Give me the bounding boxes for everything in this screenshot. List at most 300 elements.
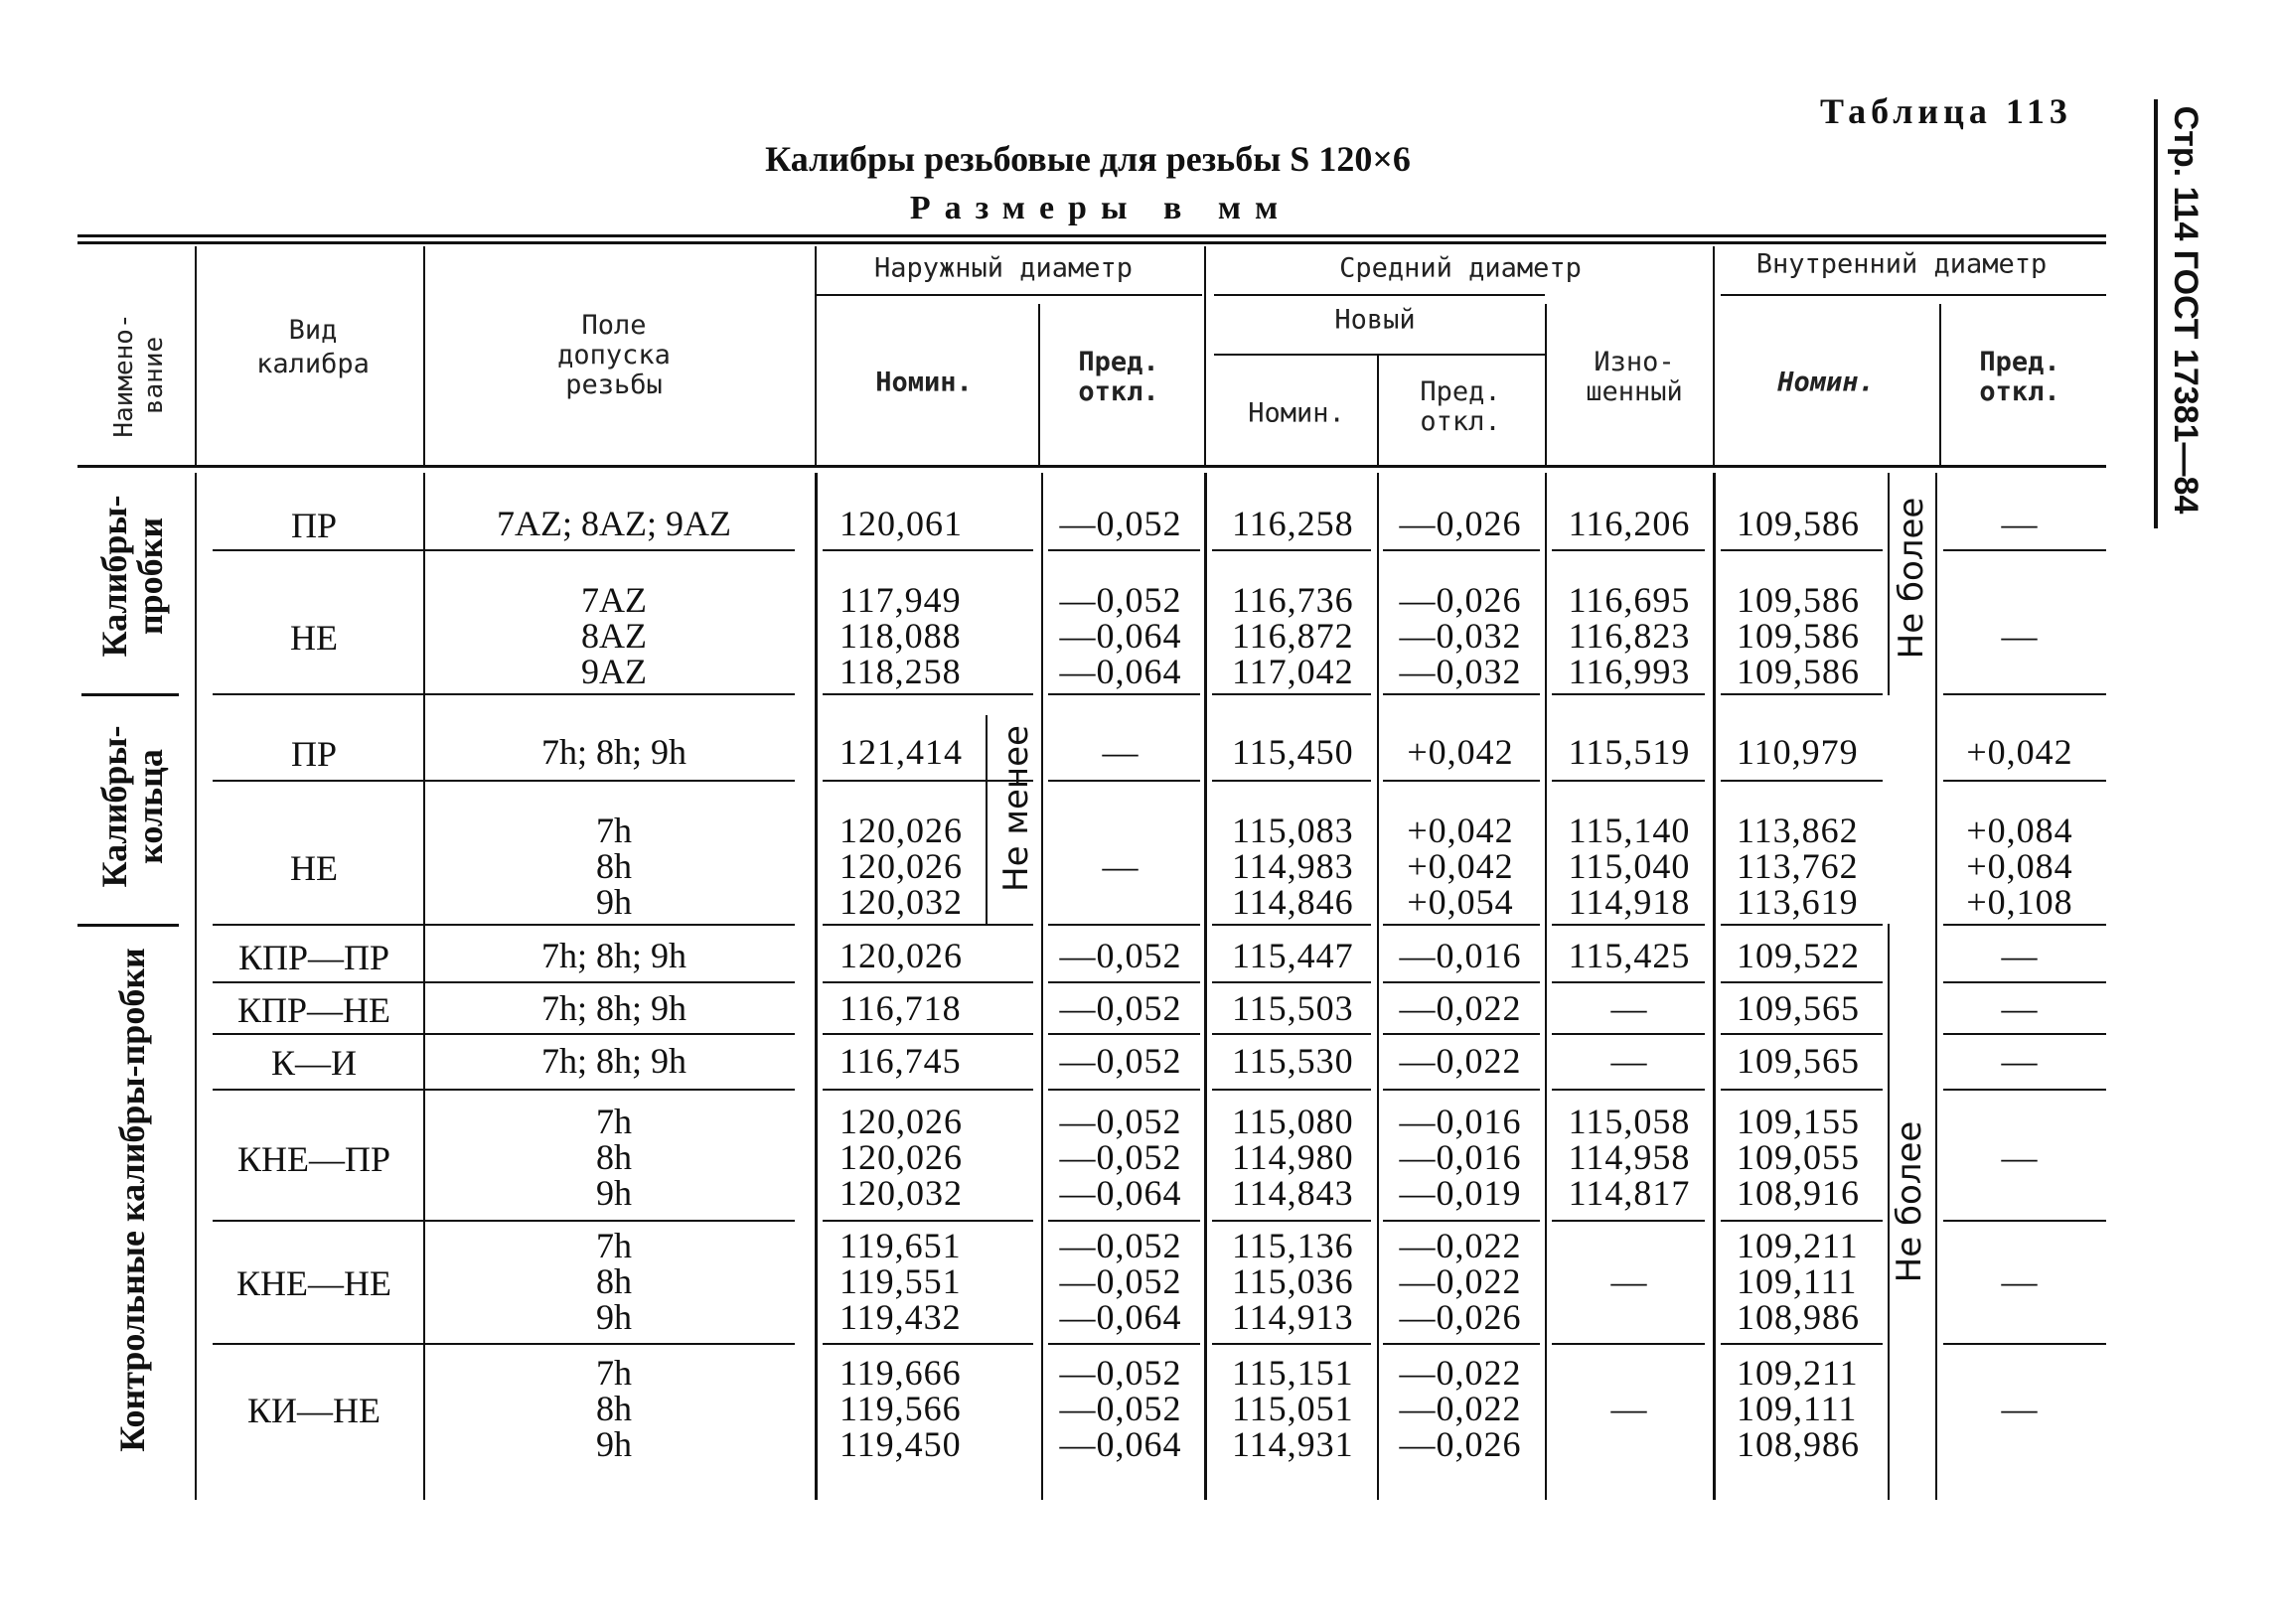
- table-title: Калибры резьбовые для резьбы S 120×6: [765, 139, 1411, 179]
- mid-nominal: [1232, 812, 1354, 920]
- rule-v: [1545, 473, 1547, 1500]
- group-rings: Калибры-кольца: [94, 725, 170, 888]
- header-mid-dev: Пред. откл.: [1420, 376, 1501, 437]
- mid-worn-line: 115,425: [1568, 936, 1691, 975]
- mid-deviation: [1400, 990, 1522, 1026]
- outer-deviation: [1060, 990, 1182, 1026]
- rule-h: [1048, 549, 1200, 551]
- mid-nominal-line: 115,450: [1232, 732, 1354, 772]
- tolerance-field: [596, 1228, 632, 1335]
- tolerance-field-line: 8h: [596, 1389, 632, 1428]
- inner-nominal-line: 109,565: [1737, 1041, 1860, 1081]
- rule-v: [815, 246, 817, 465]
- rule-h: [213, 1220, 795, 1222]
- outer-nominal-line: 117,949: [839, 580, 962, 620]
- rule-h: [213, 924, 795, 926]
- mid-worn-line: 115,519: [1568, 732, 1691, 772]
- tolerance-field: [596, 1104, 632, 1211]
- mid-worn-line: 114,918: [1568, 882, 1691, 922]
- mid-nominal-line: 115,151: [1232, 1353, 1354, 1393]
- note-not-more-control: Не более: [1890, 1120, 1929, 1283]
- mid-nominal: [1232, 1228, 1354, 1335]
- inner-nominal-line: 109,211: [1737, 1226, 1859, 1265]
- rule-h: [1552, 693, 1705, 695]
- mid-deviation-line: —0,026: [1399, 1297, 1522, 1337]
- mid-deviation-line: +0,054: [1407, 882, 1514, 922]
- outer-nominal: [839, 990, 962, 1026]
- inner-deviation: [2002, 990, 2039, 1026]
- rule-h: [1383, 981, 1540, 983]
- mid-deviation-line: —0,026: [1399, 504, 1522, 543]
- outer-deviation: [1060, 1355, 1182, 1462]
- rule-h: [213, 1089, 795, 1091]
- rule-h: [1552, 1220, 1705, 1222]
- rule-h: [1721, 693, 1883, 695]
- gauge-type: НЕ: [290, 848, 338, 888]
- rule-h: [213, 1033, 795, 1035]
- inner-deviation-line: —: [2001, 504, 2039, 543]
- mid-nominal-line: 114,843: [1232, 1173, 1354, 1213]
- mid-worn: [1611, 990, 1648, 1026]
- mid-nominal-line: 115,530: [1232, 1041, 1354, 1081]
- outer-nominal-line: 120,026: [839, 1137, 963, 1177]
- rule-v: [815, 473, 818, 1500]
- tolerance-field-line: 9AZ: [581, 652, 647, 691]
- rule-h: [1212, 1089, 1371, 1091]
- header-outer: Наружный диаметр: [873, 252, 1134, 284]
- gauge-type: К—И: [270, 1043, 358, 1083]
- mid-worn-line: 116,823: [1568, 616, 1691, 656]
- outer-deviation-line: —0,052: [1059, 1137, 1182, 1177]
- units-caption: Размеры в мм: [909, 190, 1293, 226]
- inner-nominal-line: 109,522: [1737, 936, 1860, 975]
- rule-h: [1721, 1089, 1883, 1091]
- rule-v: [986, 715, 988, 924]
- gauge-type: КНЕ—ПР: [236, 1139, 391, 1179]
- inner-nominal: [1737, 582, 1860, 689]
- inner-deviation: [2002, 506, 2039, 541]
- rule-v: [1377, 473, 1379, 1500]
- tolerance-field-line: 8AZ: [581, 616, 647, 656]
- gauge-type: ПР: [290, 734, 338, 774]
- rule-v: [1204, 246, 1206, 465]
- header-name: Наимено-вание: [109, 313, 169, 438]
- rule-h: [1214, 294, 1545, 296]
- mid-nominal: [1232, 1104, 1354, 1211]
- mid-worn-line: 116,695: [1568, 580, 1691, 620]
- inner-nominal-line: 109,155: [1737, 1102, 1860, 1141]
- inner-deviation-line: —: [2001, 1261, 2039, 1301]
- rule-h: [1214, 354, 1545, 356]
- mid-nominal-line: 116,872: [1232, 616, 1354, 656]
- rule-h: [1943, 1343, 2106, 1345]
- inner-nominal: [1737, 812, 1859, 920]
- header-type: Вид калибра: [256, 315, 370, 379]
- inner-nominal-line: 109,586: [1737, 504, 1860, 543]
- rule-h: [1383, 1343, 1540, 1345]
- outer-nominal: [839, 582, 962, 689]
- inner-deviation: [2002, 1043, 2039, 1079]
- rule-v: [1935, 473, 1937, 1500]
- outer-nominal-line: 119,666: [839, 1353, 962, 1393]
- rule-h: [1383, 549, 1540, 551]
- mid-worn: [1569, 1104, 1691, 1211]
- rule-v: [195, 246, 197, 465]
- outer-deviation-line: —0,052: [1059, 1226, 1182, 1265]
- rule-h: [1212, 1033, 1371, 1035]
- outer-nominal-line: 116,718: [839, 988, 962, 1028]
- outer-deviation-line: —0,064: [1059, 1173, 1182, 1213]
- mid-nominal-line: 116,736: [1232, 580, 1354, 620]
- mid-deviation-line: —0,022: [1399, 1226, 1522, 1265]
- rule-h: [823, 549, 1033, 551]
- tolerance-field-line: 7h; 8h; 9h: [540, 936, 687, 975]
- outer-deviation: [1060, 1228, 1182, 1335]
- header-inner-dev: Пред. откл.: [1979, 347, 2060, 407]
- header-mid-nomin: Номин.: [1248, 397, 1345, 429]
- rule-top: [77, 241, 2106, 244]
- inner-nominal-line: 113,619: [1737, 882, 1859, 922]
- tolerance-field-line: 7h; 8h; 9h: [540, 988, 687, 1028]
- outer-nominal-line: 118,088: [839, 616, 962, 656]
- rule-h: [213, 1343, 795, 1345]
- tolerance-field: [596, 1355, 632, 1462]
- rule-h: [213, 693, 795, 695]
- mid-nominal-line: 114,846: [1232, 882, 1354, 922]
- outer-nominal-line: 120,026: [839, 1102, 963, 1141]
- inner-nominal: [1737, 938, 1860, 973]
- mid-deviation-line: +0,042: [1407, 811, 1514, 850]
- mid-worn-line: —: [1610, 1389, 1648, 1428]
- inner-deviation: [2002, 1391, 2039, 1426]
- outer-deviation-line: —0,064: [1059, 1297, 1182, 1337]
- outer-nominal-line: 120,026: [839, 936, 963, 975]
- outer-deviation-line: —0,052: [1059, 580, 1182, 620]
- inner-deviation: [2002, 938, 2039, 973]
- outer-nominal: [839, 938, 963, 973]
- rule-h: [1383, 780, 1540, 782]
- rule-h: [1048, 1033, 1200, 1035]
- mid-deviation: [1407, 734, 1513, 770]
- mid-worn-line: 115,040: [1568, 846, 1691, 886]
- rule-h: [1943, 1220, 2106, 1222]
- outer-nominal: [839, 506, 963, 541]
- tolerance-field-line: 8h: [596, 1261, 632, 1301]
- mid-deviation: [1400, 1043, 1522, 1079]
- tolerance-field: [541, 938, 686, 973]
- rule-v: [423, 473, 425, 1500]
- rule-h: [823, 981, 1033, 983]
- header-inner: Внутренний диаметр: [1755, 248, 2048, 280]
- rule-h: [823, 1033, 1033, 1035]
- inner-deviation-line: —: [2001, 988, 2039, 1028]
- header-new: Новый: [1334, 304, 1416, 336]
- rule-h: [1212, 1343, 1371, 1345]
- outer-nominal: [839, 1228, 962, 1335]
- outer-deviation: [1060, 506, 1182, 541]
- inner-deviation: [2002, 618, 2039, 654]
- rule-h: [213, 780, 795, 782]
- gauge-type: КПР—ПР: [237, 938, 390, 977]
- side-ref-rule: [2154, 99, 2158, 528]
- mid-nominal-line: 116,258: [1232, 504, 1354, 543]
- rule-v: [1713, 473, 1716, 1500]
- mid-worn: [1569, 938, 1691, 973]
- rule-h: [1721, 549, 1883, 551]
- outer-deviation-line: —0,064: [1059, 616, 1182, 656]
- mid-nominal-line: 117,042: [1232, 652, 1354, 691]
- tolerance-field: [581, 582, 647, 689]
- mid-nominal-line: 115,083: [1232, 811, 1354, 850]
- mid-deviation-line: —0,026: [1399, 1424, 1522, 1464]
- mid-nominal: [1232, 582, 1354, 689]
- mid-worn: [1611, 1391, 1648, 1426]
- outer-nominal-line: 116,745: [839, 1041, 962, 1081]
- header-worn: Изно-шенный: [1586, 347, 1683, 407]
- mid-nominal-line: 114,980: [1232, 1137, 1354, 1177]
- rule-h: [823, 1220, 1033, 1222]
- mid-worn-line: —: [1610, 1261, 1648, 1301]
- rule-h: [1048, 693, 1200, 695]
- inner-nominal-line: 108,986: [1737, 1297, 1860, 1337]
- inner-nominal-line: 109,211: [1737, 1353, 1859, 1393]
- mid-nominal-line: 114,913: [1232, 1297, 1354, 1337]
- mid-deviation-line: —0,032: [1399, 616, 1522, 656]
- rule-h: [1721, 780, 1883, 782]
- gauge-type: КНЕ—НЕ: [236, 1263, 391, 1303]
- outer-deviation-line: —0,064: [1059, 1424, 1182, 1464]
- tolerance-field-line: 9h: [596, 1173, 632, 1213]
- mid-worn: [1611, 1043, 1648, 1079]
- rule-h: [1048, 1089, 1200, 1091]
- mid-nominal: [1232, 734, 1354, 770]
- outer-nominal-line: 120,032: [839, 882, 963, 922]
- rule-h: [1943, 780, 2106, 782]
- rule-h: [1048, 1220, 1200, 1222]
- rule-h: [1552, 1343, 1705, 1345]
- outer-nominal-line: 120,026: [839, 811, 963, 850]
- header-field: Поле допуска резьбы: [557, 310, 671, 400]
- rule-h: [1552, 924, 1705, 926]
- rule-h: [1721, 924, 1883, 926]
- inner-nominal: [1737, 1043, 1860, 1079]
- gauge-type: КИ—НЕ: [247, 1391, 380, 1430]
- rule-h: [1212, 981, 1371, 983]
- inner-deviation: [2002, 1263, 2039, 1299]
- inner-nominal-line: 109,565: [1737, 988, 1860, 1028]
- mid-nominal-line: 115,136: [1232, 1226, 1354, 1265]
- mid-deviation-line: —0,032: [1399, 652, 1522, 691]
- mid-deviation: [1407, 812, 1513, 920]
- inner-nominal: [1737, 1228, 1860, 1335]
- rule-h: [213, 549, 795, 551]
- inner-deviation-line: —: [2001, 1137, 2039, 1177]
- mid-worn-line: 114,958: [1568, 1137, 1691, 1177]
- mid-deviation-line: —0,022: [1399, 1353, 1522, 1393]
- mid-deviation-line: —0,016: [1399, 1137, 1522, 1177]
- inner-deviation: [2002, 1139, 2039, 1175]
- outer-nominal-line: 120,026: [839, 846, 963, 886]
- mid-deviation-line: —0,022: [1399, 988, 1522, 1028]
- rule-h: [77, 924, 179, 927]
- outer-deviation-line: —0,052: [1059, 1261, 1182, 1301]
- header-outer-nomin: Номин.: [875, 367, 973, 398]
- mid-nominal: [1232, 938, 1354, 973]
- mid-nominal-line: 115,036: [1232, 1261, 1354, 1301]
- inner-deviation-line: —: [2001, 1041, 2039, 1081]
- inner-nominal-line: 108,916: [1737, 1173, 1860, 1213]
- gauge-type: НЕ: [290, 618, 338, 658]
- rule-v: [1038, 304, 1040, 465]
- mid-nominal-line: 115,503: [1232, 988, 1354, 1028]
- rule-h: [1048, 780, 1200, 782]
- mid-worn-line: 116,993: [1568, 652, 1691, 691]
- mid-worn: [1569, 812, 1691, 920]
- outer-deviation: [1060, 1104, 1182, 1211]
- mid-deviation: [1400, 582, 1522, 689]
- mid-deviation: [1400, 1228, 1522, 1335]
- outer-deviation-line: —0,064: [1059, 652, 1182, 691]
- header-outer-dev: Пред. откл.: [1078, 347, 1159, 407]
- outer-deviation: [1103, 734, 1140, 770]
- mid-deviation-line: —0,026: [1399, 580, 1522, 620]
- inner-deviation-line: +0,108: [1966, 882, 2073, 922]
- rule-v: [423, 246, 425, 465]
- outer-nominal: [839, 734, 963, 770]
- outer-nominal: [839, 1355, 962, 1462]
- mid-deviation-line: —0,022: [1399, 1041, 1522, 1081]
- outer-deviation-line: —: [1102, 732, 1140, 772]
- outer-deviation-line: —0,052: [1059, 988, 1182, 1028]
- mid-nominal-line: 115,080: [1232, 1102, 1354, 1141]
- rule-h: [1212, 1220, 1371, 1222]
- inner-nominal-line: 109,586: [1737, 652, 1860, 691]
- inner-deviation: [1966, 812, 2072, 920]
- rule-v: [1204, 473, 1207, 1500]
- mid-deviation-line: +0,042: [1407, 732, 1514, 772]
- rule-top: [77, 234, 2106, 237]
- mid-deviation-line: —0,022: [1399, 1261, 1522, 1301]
- tolerance-field-line: 9h: [596, 882, 632, 922]
- note-not-more-plugs: Не более: [1892, 497, 1931, 660]
- outer-deviation: [1103, 848, 1140, 884]
- rule-h: [1552, 981, 1705, 983]
- inner-nominal-line: 109,586: [1737, 580, 1860, 620]
- rule-v: [1713, 246, 1715, 465]
- mid-worn-line: 116,206: [1568, 504, 1691, 543]
- note-not-less-rings: Не менее: [996, 725, 1036, 892]
- outer-deviation: [1060, 582, 1182, 689]
- rule-v: [195, 473, 197, 1500]
- inner-nominal-line: 109,586: [1737, 616, 1860, 656]
- mid-worn-line: 114,817: [1568, 1173, 1691, 1213]
- inner-nominal: [1737, 1104, 1860, 1211]
- tolerance-field-line: 7h: [596, 1102, 632, 1141]
- rule-h: [1721, 1033, 1883, 1035]
- header-inner-nomin: Номин.: [1777, 367, 1875, 398]
- outer-deviation-line: —0,052: [1059, 1041, 1182, 1081]
- rule-h: [1048, 981, 1200, 983]
- outer-deviation-line: —0,052: [1059, 1389, 1182, 1428]
- rule-h: [1212, 549, 1371, 551]
- outer-nominal-line: 120,061: [839, 504, 963, 543]
- rule-h: [823, 693, 1033, 695]
- mid-deviation: [1400, 1355, 1522, 1462]
- rule-h: [823, 924, 1033, 926]
- rule-h: [1943, 693, 2106, 695]
- rule-h: [1552, 780, 1705, 782]
- mid-worn: [1569, 582, 1691, 689]
- tolerance-field-line: 7h: [596, 1226, 632, 1265]
- rule-h: [1552, 549, 1705, 551]
- inner-nominal: [1737, 990, 1860, 1026]
- mid-nominal: [1232, 506, 1354, 541]
- rule-h: [1383, 1220, 1540, 1222]
- mid-worn-line: 115,058: [1568, 1102, 1691, 1141]
- outer-nominal: [839, 1104, 963, 1211]
- inner-deviation-line: +0,084: [1966, 811, 2073, 850]
- tolerance-field-line: 7h; 8h; 9h: [540, 1041, 687, 1081]
- mid-deviation: [1400, 506, 1522, 541]
- rule-h: [1383, 924, 1540, 926]
- side-ref: Стр. 114 ГОСТ 17381—84: [2167, 105, 2205, 515]
- rule-v: [1888, 473, 1890, 695]
- tolerance-field-line: 9h: [596, 1424, 632, 1464]
- inner-deviation-line: —: [2001, 616, 2039, 656]
- rule-h: [81, 693, 179, 696]
- header-middle: Средний диаметр: [1339, 252, 1582, 284]
- rule-h: [1552, 1033, 1705, 1035]
- rule-h: [823, 1343, 1033, 1345]
- rule-h: [1943, 924, 2106, 926]
- tolerance-field-line: 8h: [596, 846, 632, 886]
- mid-deviation: [1400, 1104, 1522, 1211]
- mid-worn: [1569, 734, 1691, 770]
- inner-deviation-line: —: [2001, 1389, 2039, 1428]
- outer-deviation: [1060, 938, 1182, 973]
- group-control: Контрольные калибры-пробки: [112, 948, 152, 1452]
- outer-nominal-line: 119,551: [839, 1261, 962, 1301]
- rule-h: [823, 1089, 1033, 1091]
- tolerance-field: [541, 1043, 686, 1079]
- mid-worn: [1569, 506, 1691, 541]
- mid-deviation-line: +0,042: [1407, 846, 1514, 886]
- tolerance-field: [497, 506, 731, 541]
- tolerance-field-line: 7h; 8h; 9h: [540, 732, 687, 772]
- rule-h: [1212, 780, 1371, 782]
- outer-deviation-line: —0,052: [1059, 1353, 1182, 1393]
- outer-nominal: [839, 812, 963, 920]
- tolerance-field-line: 7AZ: [581, 580, 647, 620]
- rule-h: [1943, 981, 2106, 983]
- rule-h: [1212, 924, 1371, 926]
- inner-nominal-line: 113,762: [1737, 846, 1859, 886]
- rule-h: [1721, 1343, 1883, 1345]
- table-number: Таблица 113: [1820, 91, 2072, 131]
- outer-deviation-line: —0,052: [1059, 936, 1182, 975]
- outer-deviation-line: —0,052: [1059, 1102, 1182, 1141]
- rule-h: [213, 981, 795, 983]
- outer-nominal-line: 119,450: [839, 1424, 962, 1464]
- outer-deviation: [1060, 1043, 1182, 1079]
- outer-nominal-line: 118,258: [839, 652, 962, 691]
- outer-nominal-line: 121,414: [839, 732, 963, 772]
- rule-h: [1721, 981, 1883, 983]
- tolerance-field-line: 7h: [596, 1353, 632, 1393]
- rule-h: [1048, 924, 1200, 926]
- rule-h: [1383, 693, 1540, 695]
- mid-deviation-line: —0,016: [1399, 1102, 1522, 1141]
